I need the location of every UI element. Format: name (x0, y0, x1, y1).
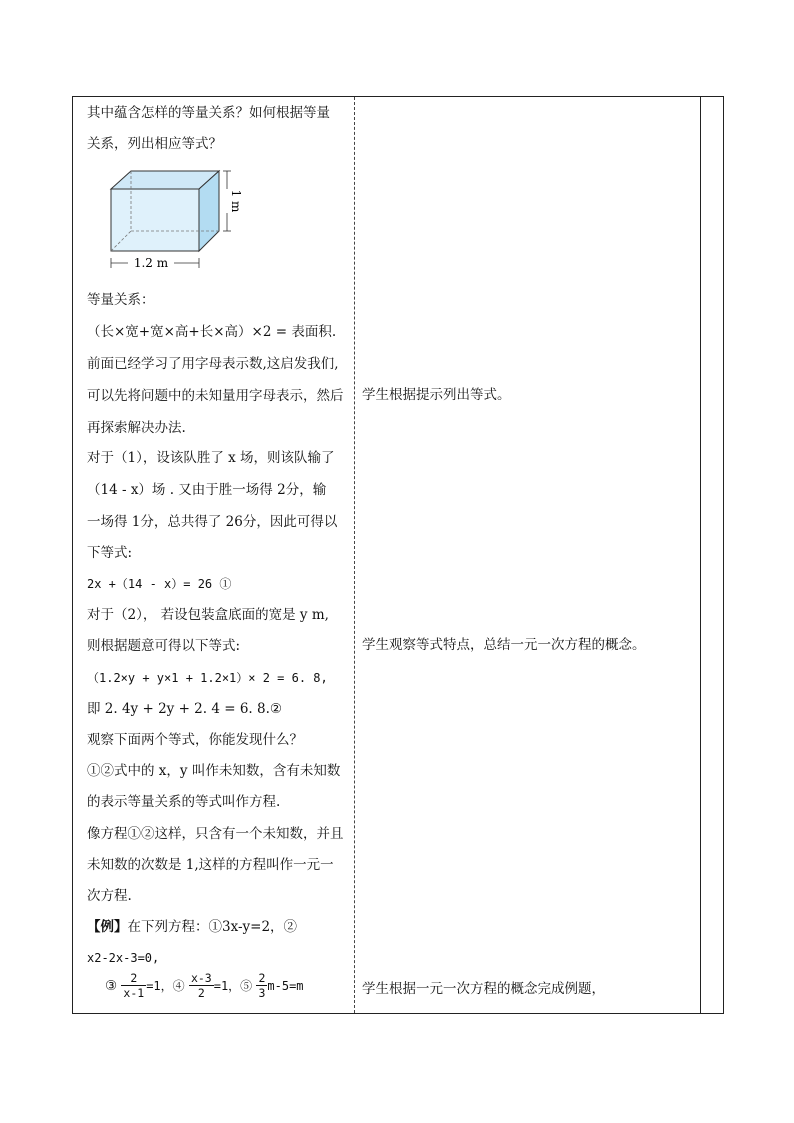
height-label: 1 m (229, 189, 243, 213)
example-equation-2: x2-2x-3=0, (87, 951, 160, 965)
fraction-4: $\frac{x-3}{2}$ (190, 971, 212, 1000)
text-line: （14 - x）场 . 又由于胜一场得 2分，输 (87, 482, 327, 498)
formula-line: （长×宽+宽×高+长×高）×2 = 表面积. (87, 324, 337, 340)
text-line: 对于（1），设该队胜了 x 场，则该队输了 (87, 450, 335, 466)
example-text: 在下列方程：①3x-y=2，② (127, 919, 298, 935)
equation-2: 即 2. 4y + 2y + 2. 4 = 6. 8.② (87, 701, 282, 717)
text-line: 次方程. (87, 888, 132, 904)
right-border-inner (700, 97, 701, 1013)
column-divider (354, 97, 355, 1013)
text-line: 未知数的次数是 1,这样的方程叫作一元一 (87, 857, 334, 873)
student-note: 学生根据提示列出等式。 (362, 387, 511, 403)
example-line (87, 918, 297, 936)
text-line: 一场得 1分，总共得了 26分，因此可得以 (87, 514, 338, 530)
text-line: ①②式中的 x，y 叫作未知数，含有未知数 (87, 763, 341, 779)
text-line: 等量关系： (87, 292, 155, 308)
equation-4-rhs: =1，⑤ (213, 978, 253, 993)
equation-5-rhs: m-5=m (267, 978, 304, 993)
text-line: 下等式: (87, 545, 133, 561)
fraction-5: $\frac{2}{3}$ (258, 971, 266, 1000)
lesson-table (72, 96, 724, 1014)
text-line: 观察下面两个等式，你能发现什么？ (87, 732, 303, 748)
text-line: 则根据题意可得以下等式: (87, 638, 241, 654)
example-equations-row (105, 971, 304, 1000)
circled-3: ③ (105, 977, 118, 994)
text-line: 对于（2）， 若设包装盒底面的宽是 y m, (87, 607, 329, 623)
text-line: 的表示等量关系的等式叫作方程. (87, 794, 281, 810)
equation-2-expanded: （1.2×y + y×1 + 1.2×1）× 2 = 6. 8, (87, 671, 328, 685)
text-line: 像方程①②这样，只含有一个未知数，并且 (87, 826, 344, 842)
text-line: 可以先将问题中的未知量用字母表示，然后 (87, 388, 344, 404)
equation-3-rhs: =1，④ (146, 978, 185, 993)
width-label: 1.2 m (133, 256, 169, 270)
example-label: 【例】 (87, 919, 128, 935)
text-line: 再探索解决办法. (87, 420, 186, 436)
student-note: 学生观察等式特点，总结一元一次方程的概念。 (362, 637, 646, 653)
cuboid-figure (99, 167, 249, 279)
student-note: 学生根据一元一次方程的概念完成例题， (362, 981, 605, 997)
fraction-3: $\frac{2}{x-1}$ (123, 971, 145, 1000)
text-line: 其中蕴含怎样的等量关系？如何根据等量 (87, 105, 330, 121)
text-line: 关系，列出相应等式？ (87, 136, 222, 152)
text-line: 前面已经学习了用字母表示数,这启发我们, (87, 356, 339, 372)
equation-1: 2x +（14 - x）= 26 ① (87, 577, 232, 591)
